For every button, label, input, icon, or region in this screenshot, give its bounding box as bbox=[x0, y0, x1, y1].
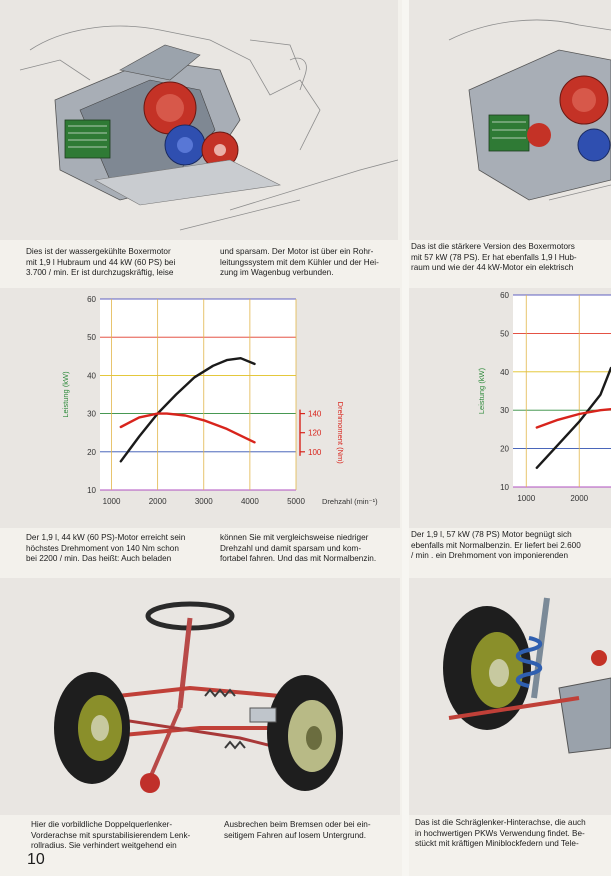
double-wishbone-front-axle-drawing bbox=[0, 578, 400, 815]
caption-engine-44kw-col2 bbox=[220, 247, 400, 279]
x-tick-label: 1000 bbox=[102, 497, 121, 506]
chart-panel-57kw bbox=[409, 288, 611, 528]
caption-rear-axle bbox=[415, 818, 611, 850]
boxer-engine-drawing-right bbox=[409, 0, 611, 240]
caption-line: in hochwertigen PKWs Verwendung findet. Be- bbox=[415, 828, 585, 838]
caption-line: zung im Wagenbug verbunden. bbox=[220, 268, 334, 277]
y-tick-label: 60 bbox=[87, 295, 96, 304]
x-tick-label: 3000 bbox=[194, 497, 213, 506]
x-axis-label: Drehzahl (min⁻¹) bbox=[322, 497, 378, 506]
caption-chart-44kw-col1 bbox=[26, 533, 212, 565]
x-tick-label: 2000 bbox=[570, 494, 589, 503]
torque-tick-label: 120 bbox=[308, 428, 322, 438]
torque-axis-label: Drehmoment (Nm) bbox=[336, 401, 345, 464]
caption-chart-44kw-col2 bbox=[220, 533, 400, 565]
semi-trailing-arm-rear-axle-drawing bbox=[409, 578, 611, 815]
y-tick-label: 10 bbox=[500, 483, 509, 492]
caption-line: können Sie mit vergleichsweise niedriger bbox=[220, 533, 369, 542]
y-tick-label: 60 bbox=[500, 291, 509, 300]
y-tick-label: 40 bbox=[87, 371, 96, 381]
caption-line: mit 57 kW (78 PS). Er hat ebenfalls 1,9 l Hub- bbox=[411, 252, 577, 262]
x-tick-label: 5000 bbox=[287, 497, 305, 506]
caption-line: mit 1,9 l Hubraum und 44 kW (60 PS) bei bbox=[26, 257, 176, 267]
caption-line: rollradius. Sie verhindert weitgehend ein bbox=[31, 841, 177, 850]
page-number: 10 bbox=[27, 851, 45, 868]
caption-line: und sparsam. Der Motor ist über ein Rohr- bbox=[220, 247, 374, 256]
boxer-engine-drawing bbox=[0, 0, 398, 240]
plot-area bbox=[100, 299, 296, 490]
engine-illustration-44kw bbox=[0, 0, 398, 240]
caption-line: Der 1,9 l, 57 kW (78 PS) Motor begnügt sich bbox=[411, 530, 572, 539]
caption-line: Das ist die Schräglenker-Hinterachse, die auch bbox=[415, 818, 586, 827]
x-tick-label: 1000 bbox=[517, 494, 536, 503]
y-tick-label: 30 bbox=[500, 406, 509, 416]
page-divider bbox=[402, 0, 409, 876]
caption-line: fortabel fahren. Und das mit Normalbenzin. bbox=[220, 554, 377, 563]
caption-line: ebenfalls mit Normalbenzin. Er liefert bei 2.600 bbox=[411, 540, 581, 550]
y-tick-label: 50 bbox=[87, 333, 96, 343]
y-tick-label: 20 bbox=[87, 447, 96, 457]
caption-line: Das ist die stärkere Version des Boxermotors bbox=[411, 242, 575, 251]
engine-illustration-57kw bbox=[409, 0, 611, 240]
caption-line: Hier die vorbildliche Doppelquerlenker- bbox=[31, 820, 173, 829]
x-tick-label: 4000 bbox=[240, 497, 259, 506]
power-torque-chart-57kw bbox=[409, 288, 611, 528]
caption-line: Drehzahl und damit sparsam und kom- bbox=[220, 543, 362, 553]
caption-line: höchstes Drehmoment von 140 Nm schon bbox=[26, 543, 179, 553]
y-tick-label: 40 bbox=[500, 367, 509, 377]
caption-line: leitungssystem mit dem Kühler und der Hei- bbox=[220, 257, 379, 267]
caption-line: stückt mit kräftigen Miniblockfedern und Tele- bbox=[415, 839, 579, 848]
caption-front-axle-col2 bbox=[224, 820, 402, 841]
chart-panel-44kw bbox=[0, 288, 400, 528]
torque-tick-label: 140 bbox=[308, 409, 322, 419]
y-axis-label: Leistung (kW) bbox=[477, 367, 486, 415]
caption-line: bei 2200 / min. Das heißt: Auch beladen bbox=[26, 554, 172, 563]
caption-line: / min . ein Drehmoment von imponierenden bbox=[411, 551, 569, 560]
caption-chart-57kw bbox=[411, 530, 611, 562]
caption-line: Ausbrechen beim Bremsen oder bei ein- bbox=[224, 820, 371, 829]
power-torque-chart-44kw bbox=[0, 288, 400, 528]
caption-engine-44kw-col1 bbox=[26, 247, 212, 279]
y-tick-label: 10 bbox=[87, 486, 96, 495]
rear-axle-illustration bbox=[409, 578, 611, 815]
y-tick-label: 30 bbox=[87, 409, 96, 419]
caption-line: Der 1,9 l, 44 kW (60 PS)-Motor erreicht sein bbox=[26, 533, 186, 542]
caption-line: Dies ist der wassergekühlte Boxermotor bbox=[26, 247, 171, 256]
y-tick-label: 50 bbox=[500, 329, 509, 339]
plot-area bbox=[513, 295, 611, 487]
caption-engine-57kw bbox=[411, 242, 611, 274]
caption-line: 3.700 / min. Er ist durchzugskräftig, leise bbox=[26, 268, 174, 277]
y-axis-label: Leistung (kW) bbox=[61, 371, 70, 418]
x-tick-label: 2000 bbox=[148, 497, 167, 506]
caption-front-axle-col1 bbox=[31, 820, 209, 852]
caption-line: Vorderachse mit spurstabilisierendem Lenk- bbox=[31, 830, 191, 840]
y-tick-label: 20 bbox=[500, 444, 509, 454]
caption-line: raum und wie der 44 kW-Motor ein elektrisch bbox=[411, 263, 574, 272]
torque-tick-label: 100 bbox=[308, 447, 322, 457]
front-axle-illustration bbox=[0, 578, 400, 815]
caption-line: seitigem Fahren auf losem Untergrund. bbox=[224, 830, 366, 840]
